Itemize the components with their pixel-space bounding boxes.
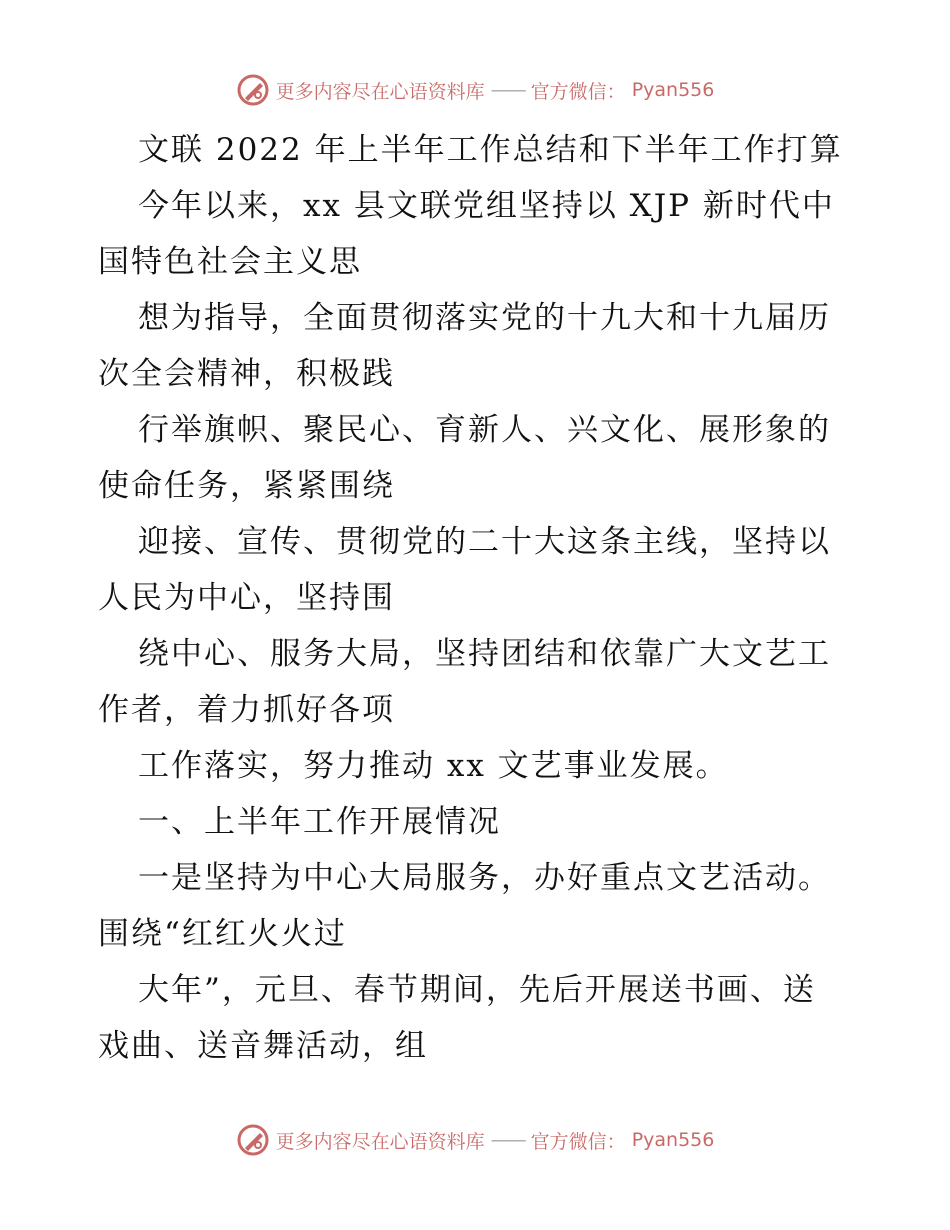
watermark-label: 官方微信： — [530, 1130, 626, 1153]
body-line: 迎接、宣传、贯彻党的二十大这条主线，坚持以 — [138, 524, 831, 560]
body-line: 大年”，元旦、春节期间，先后开展送书画、送 — [138, 972, 816, 1008]
body-line: 作者，着力抓好各项 — [98, 692, 395, 728]
watermark-separator: —— — [490, 1129, 525, 1151]
pen-logo-icon — [236, 73, 270, 107]
watermark-site-text: 更多内容尽在心语资料库 — [275, 1130, 485, 1153]
body-line: 使命任务，紧紧围绕 — [98, 468, 395, 504]
document-title: 文联 2022 年上半年工作总结和下半年工作打算 — [138, 132, 843, 168]
body-line: 戏曲、送音舞活动，组 — [98, 1028, 428, 1064]
body-line: 想为指导，全面贯彻落实党的十九大和十九届历 — [138, 300, 831, 336]
document-body — [98, 122, 858, 1074]
watermark-label: 官方微信： — [530, 80, 626, 103]
watermark-header — [0, 70, 950, 110]
body-line: 人民为中心，坚持围 — [98, 580, 395, 616]
watermark-site-text: 更多内容尽在心语资料库 — [275, 80, 485, 103]
body-line: 行举旗帜、聚民心、育新人、兴文化、展形象的 — [138, 412, 831, 448]
body-line: 今年以来，xx 县文联党组坚持以 XJP 新时代中 — [138, 188, 835, 224]
body-line: 国特色社会主义思 — [98, 244, 362, 280]
watermark-handle: Pyan556 — [631, 1129, 715, 1151]
watermark-handle: Pyan556 — [631, 79, 715, 101]
section-heading: 一、上半年工作开展情况 — [138, 804, 501, 840]
watermark-footer — [0, 1120, 950, 1160]
body-line: 一是坚持为中心大局服务，办好重点文艺活动。 — [138, 860, 831, 896]
pen-logo-icon — [236, 1123, 270, 1157]
watermark-separator: —— — [490, 79, 525, 101]
body-line: 绕中心、服务大局，坚持团结和依靠广大文艺工 — [138, 636, 831, 672]
body-line: 工作落实，努力推动 xx 文艺事业发展。 — [138, 748, 729, 784]
body-line: 围绕“红红火火过 — [98, 916, 347, 952]
body-line: 次全会精神，积极践 — [98, 356, 395, 392]
